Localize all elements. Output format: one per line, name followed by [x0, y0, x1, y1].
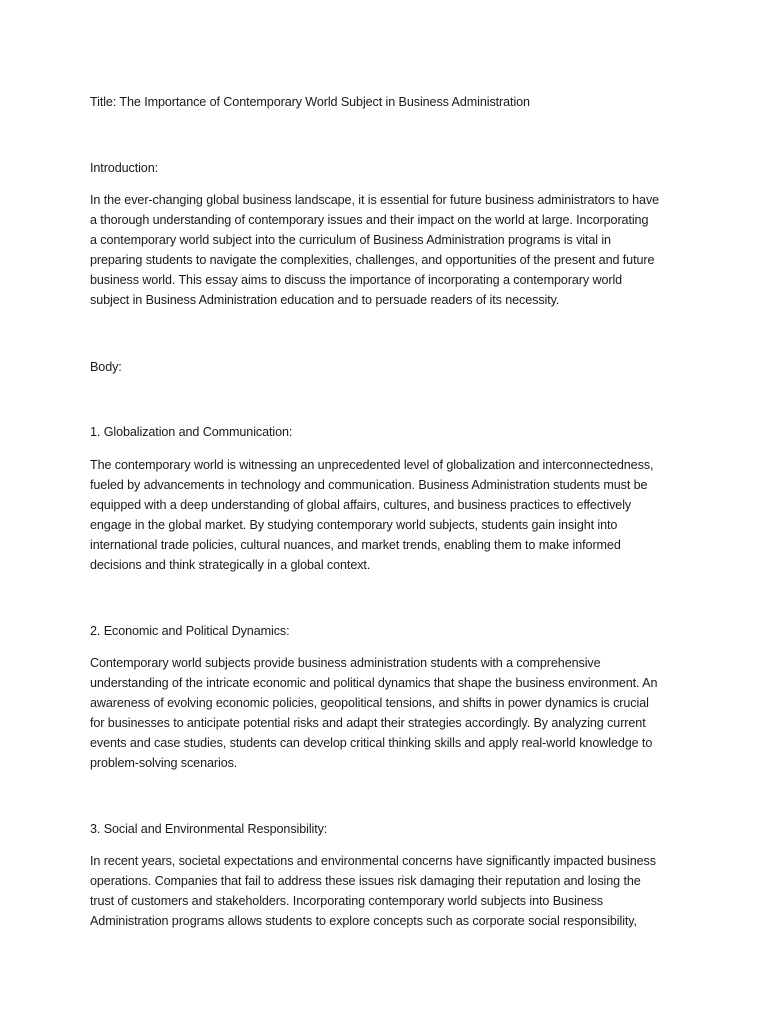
paragraph-line: subject in Business Administration education and to persuade readers of its necessity.: [90, 293, 560, 307]
paragraph-line: Contemporary world subjects provide business administration students with a comprehensive: [90, 656, 601, 670]
section-paragraph: [90, 653, 657, 773]
section-heading: 2. Economic and Political Dynamics:: [90, 624, 290, 638]
paragraph-line: The contemporary world is witnessing an unprecedented level of globalization and interconnectedness,: [90, 458, 654, 472]
paragraph-line: trust of customers and stakeholders. Incorporating contemporary world subjects into Business: [90, 894, 603, 908]
section-paragraph: [90, 851, 656, 931]
paragraph-line: problem-solving scenarios.: [90, 756, 238, 770]
paragraph-line: decisions and think strategically in a global context.: [90, 558, 371, 572]
paragraph-line: understanding of the intricate economic and political dynamics that shape the business environment. An: [90, 676, 658, 690]
paragraph-line: international trade policies, cultural nuances, and market trends, enabling them to make informed: [90, 538, 621, 552]
paragraph-line: awareness of evolving economic policies, geopolitical tensions, and shifts in power dynamics is crucial: [90, 696, 649, 710]
paragraph-line: Administration programs allows students to explore concepts such as corporate social responsibility,: [90, 914, 637, 928]
paragraph-line: business world. This essay aims to discuss the importance of incorporating a contemporary world: [90, 273, 623, 287]
section-heading: 3. Social and Environmental Responsibility:: [90, 822, 328, 836]
section-heading: 1. Globalization and Communication:: [90, 425, 293, 439]
paragraph-line: operations. Companies that fail to address these issues risk damaging their reputation and losing the: [90, 874, 641, 888]
introduction-paragraph: [90, 190, 659, 310]
paragraph-line: In the ever-changing global business landscape, it is essential for future business administrators to have: [90, 193, 660, 207]
paragraph-line: for businesses to anticipate potential risks and adapt their strategies accordingly. By analyzing current: [90, 716, 646, 730]
paragraph-line: a thorough understanding of contemporary issues and their impact on the world at large. Incorporating: [90, 213, 649, 227]
paragraph-line: In recent years, societal expectations and environmental concerns have significantly impacted business: [90, 854, 656, 868]
paragraph-line: engage in the global market. By studying contemporary world subjects, students gain insight into: [90, 518, 618, 532]
paragraph-line: events and case studies, students can develop critical thinking skills and apply real-world knowledge to: [90, 736, 653, 750]
paragraph-line: fueled by advancements in technology and communication. Business Administration students must be: [90, 478, 648, 492]
document-title: Title: The Importance of Contemporary World Subject in Business Administration: [90, 95, 530, 109]
paragraph-line: a contemporary world subject into the curriculum of Business Administration programs is vital in: [90, 233, 611, 247]
paragraph-line: preparing students to navigate the complexities, challenges, and opportunities of the present and future: [90, 253, 655, 267]
paragraph-line: equipped with a deep understanding of global affairs, cultures, and business practices to effectively: [90, 498, 632, 512]
body-heading: Body:: [90, 360, 122, 374]
section-paragraph: [90, 455, 653, 575]
introduction-heading: Introduction:: [90, 161, 159, 175]
